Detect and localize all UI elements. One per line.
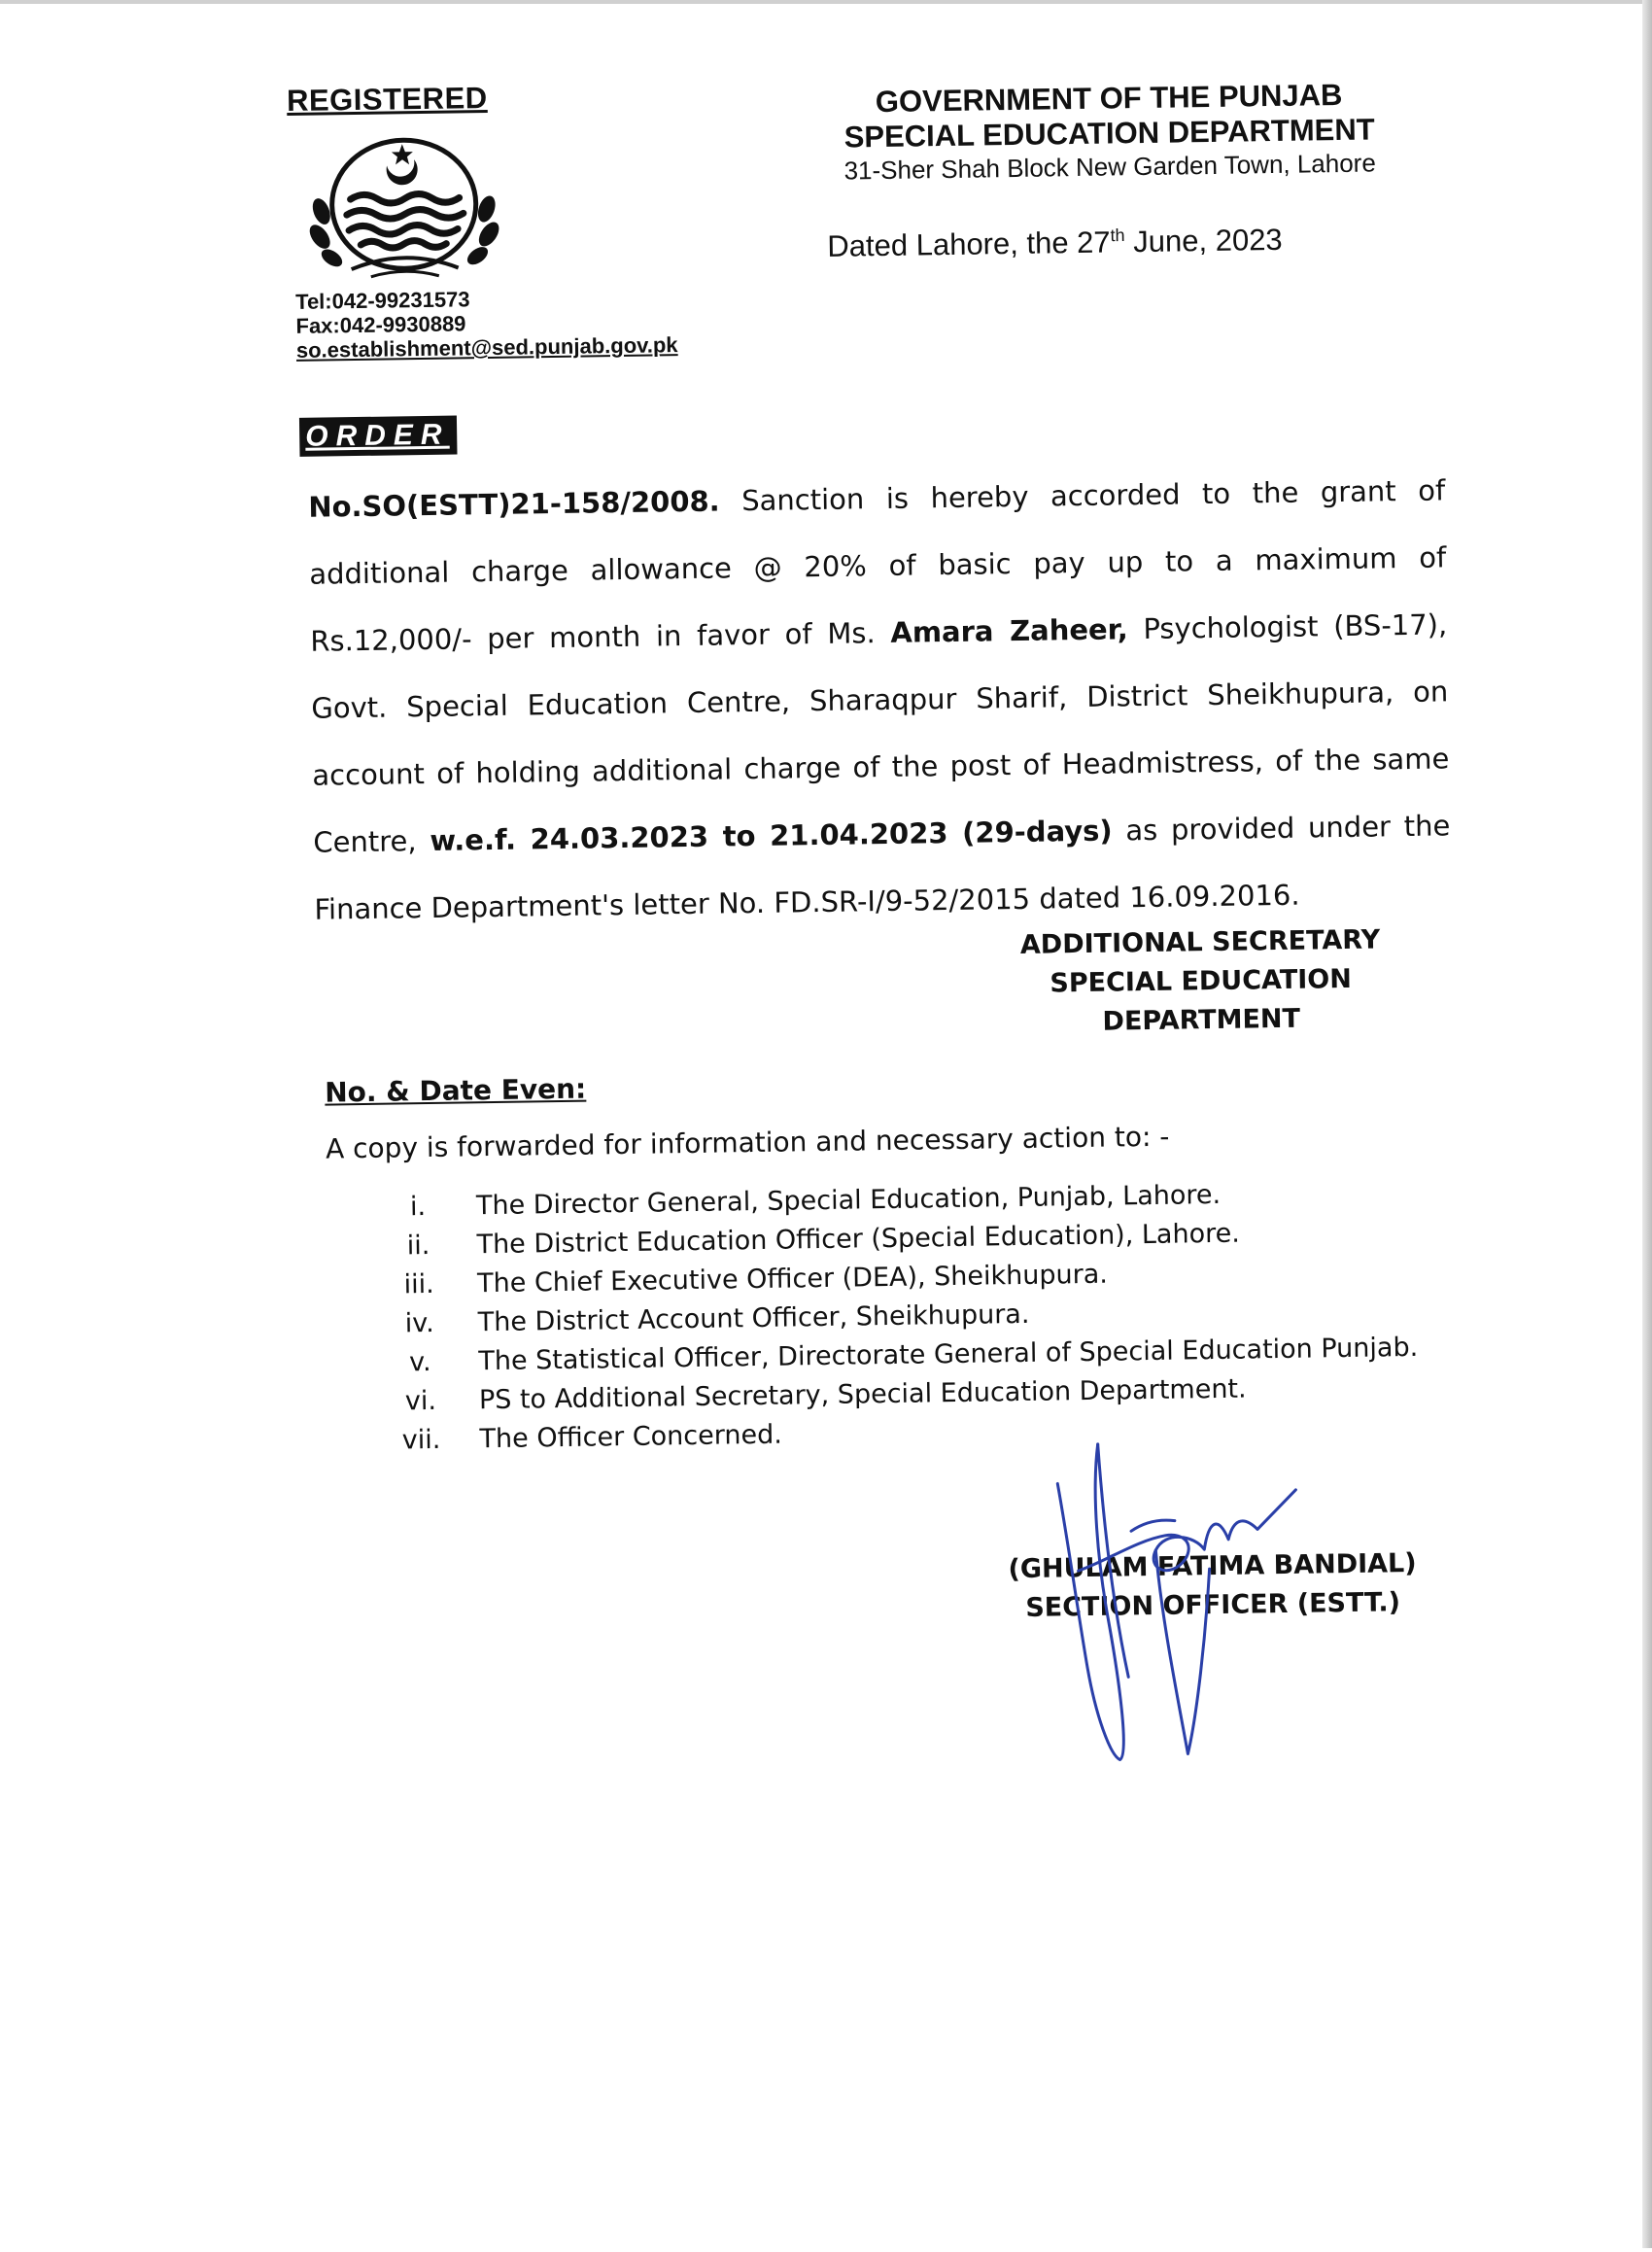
list-item: vi. PS to Additional Secretary, Special Education Department. — [404, 1373, 1247, 1417]
order-body: No.SO(ESTT)21-158/2008. Sanction is hereby accorded to the grant of additional charge allowance @ 20% of basic pay up to a maximum of Rs.12,000/- per month in favor of Ms. Amara Zaheer, Psychologist (BS-17), Govt. Special Education Centre, Sharaqpur Sharif, District Sheikhupura, on account of holding additional charge of the post of Headmistress, of the same Centre, w.e.f. 24.03.2023 to 21.04.2023 (29-days) as provided under the Finance Department's letter No. FD.SR-I/9-52/2015 dated 16.09.2016. — [308, 473, 1451, 926]
list-item: vii. The Officer Concerned. — [401, 1419, 783, 1456]
list-item: iv. The District Account Officer, Sheikhupura. — [404, 1299, 1030, 1339]
department-title: SPECIAL EDUCATION DEPARTMENT — [843, 112, 1375, 155]
order-heading: ORDER — [299, 415, 458, 456]
punjab-emblem-icon — [301, 129, 507, 286]
department-header — [817, 77, 1401, 187]
handwritten-signature-icon — [1037, 1422, 1304, 1776]
list-item: i. The Director General, Special Education, Punjab, Lahore. — [409, 1179, 1222, 1223]
fax: Fax:042-9930889 — [295, 311, 466, 338]
department-address: 31-Sher Shah Block New Garden Town, Lahore — [843, 148, 1377, 186]
registered-label: REGISTERED — [286, 80, 488, 119]
additional-secretary-block: ADDITIONAL SECRETARY SPECIAL EDUCATION DEPARTMENT — [1019, 924, 1381, 1037]
distribution-list — [398, 1172, 1471, 1460]
forwarding-heading: No. & Date Even: — [324, 1072, 587, 1109]
officer-name: (GHULAM FATIMA BANDIAL) — [1008, 1547, 1417, 1585]
email-link[interactable]: so.establishment@sed.punjab.gov.pk — [295, 332, 678, 363]
forwarding-intro: A copy is forwarded for information and necessary action to: - — [325, 1120, 1170, 1165]
list-item: v. The Statistical Officer, Directorate General of Special Education Punjab. — [408, 1332, 1419, 1378]
list-item: iii. The Chief Executive Officer (DEA), Sheikhupura. — [403, 1259, 1109, 1300]
order-reference-number: No.SO(ESTT)21-158/2008. — [308, 484, 720, 524]
government-title: GOVERNMENT OF THE PUNJAB — [875, 77, 1343, 120]
contact-block — [295, 284, 678, 363]
charge-period: w.e.f. 24.03.2023 to 21.04.2023 (29-days) — [430, 814, 1113, 857]
telephone: Tel:042-99231573 — [294, 287, 470, 314]
document-date: Dated Lahore, the 27th June, 2023 — [827, 222, 1283, 263]
employee-name: Amara Zaheer, — [890, 612, 1128, 649]
officer-designation: SECTION OFFICER (ESTT.) — [1025, 1587, 1401, 1623]
list-item: ii. The District Education Officer (Special Education), Lahore. — [406, 1218, 1241, 1262]
